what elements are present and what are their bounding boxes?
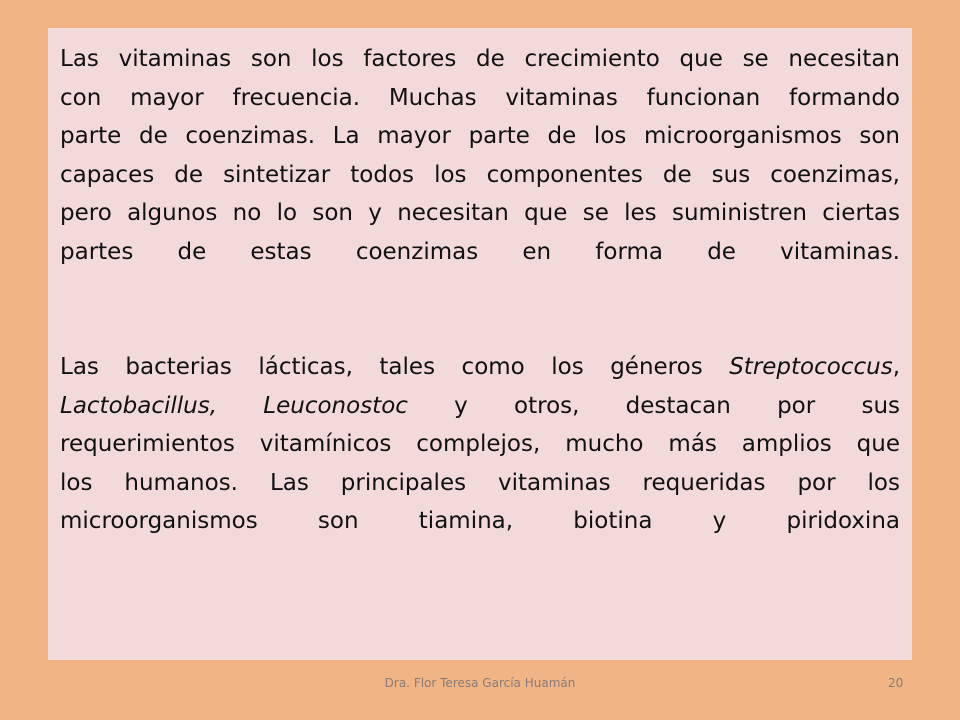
paragraph-lactic-line: los humanos. Las principales vitaminas requeridas por los <box>60 469 900 496</box>
paragraph-vitamins-line: pero algunos no lo son y necesitan que se les suministren ciertas <box>60 200 900 226</box>
genus-lactobacillus: Lactobacillus, <box>60 392 218 419</box>
paragraph-vitamins-line: Las vitaminas son los factores de crecimiento que se necesitan <box>60 46 900 72</box>
paragraph-lactic-line: microorganismos son tiamina, biotina y piridoxina <box>60 508 900 534</box>
paragraph-lactic-line <box>60 387 900 426</box>
page-number: 20 <box>888 676 904 690</box>
genus-streptococcus: Streptococcus <box>729 354 893 380</box>
paragraph-lactic-bacteria <box>60 348 900 541</box>
paragraph-vitamins-line: con mayor frecuencia. Muchas vitaminas funcionan formando <box>60 84 900 111</box>
paragraph-lactic-line: requerimientos vitamínicos complejos, mucho más amplios que <box>60 431 900 457</box>
paragraph-vitamins-line: parte de coenzimas. La mayor parte de los microorganismos son <box>60 123 900 149</box>
text-segment: y otros, destacan por sus <box>407 392 901 419</box>
paragraph-vitamins-line: capaces de sintetizar todos los componentes de sus coenzimas, <box>60 161 900 188</box>
footer-author: Dra. Flor Teresa García Huamán <box>384 676 576 690</box>
paragraph-vitamins-line: partes de estas coenzimas en forma de vitaminas. <box>60 238 900 265</box>
text-segment: Las bacterias lácticas, tales como los géneros <box>60 354 730 380</box>
paragraph-vitamins <box>60 40 900 271</box>
content-box <box>48 28 912 660</box>
genus-leuconostoc: Leuconostoc <box>263 392 408 419</box>
text-segment: , <box>892 354 900 380</box>
paragraph-lactic-line <box>60 348 900 387</box>
